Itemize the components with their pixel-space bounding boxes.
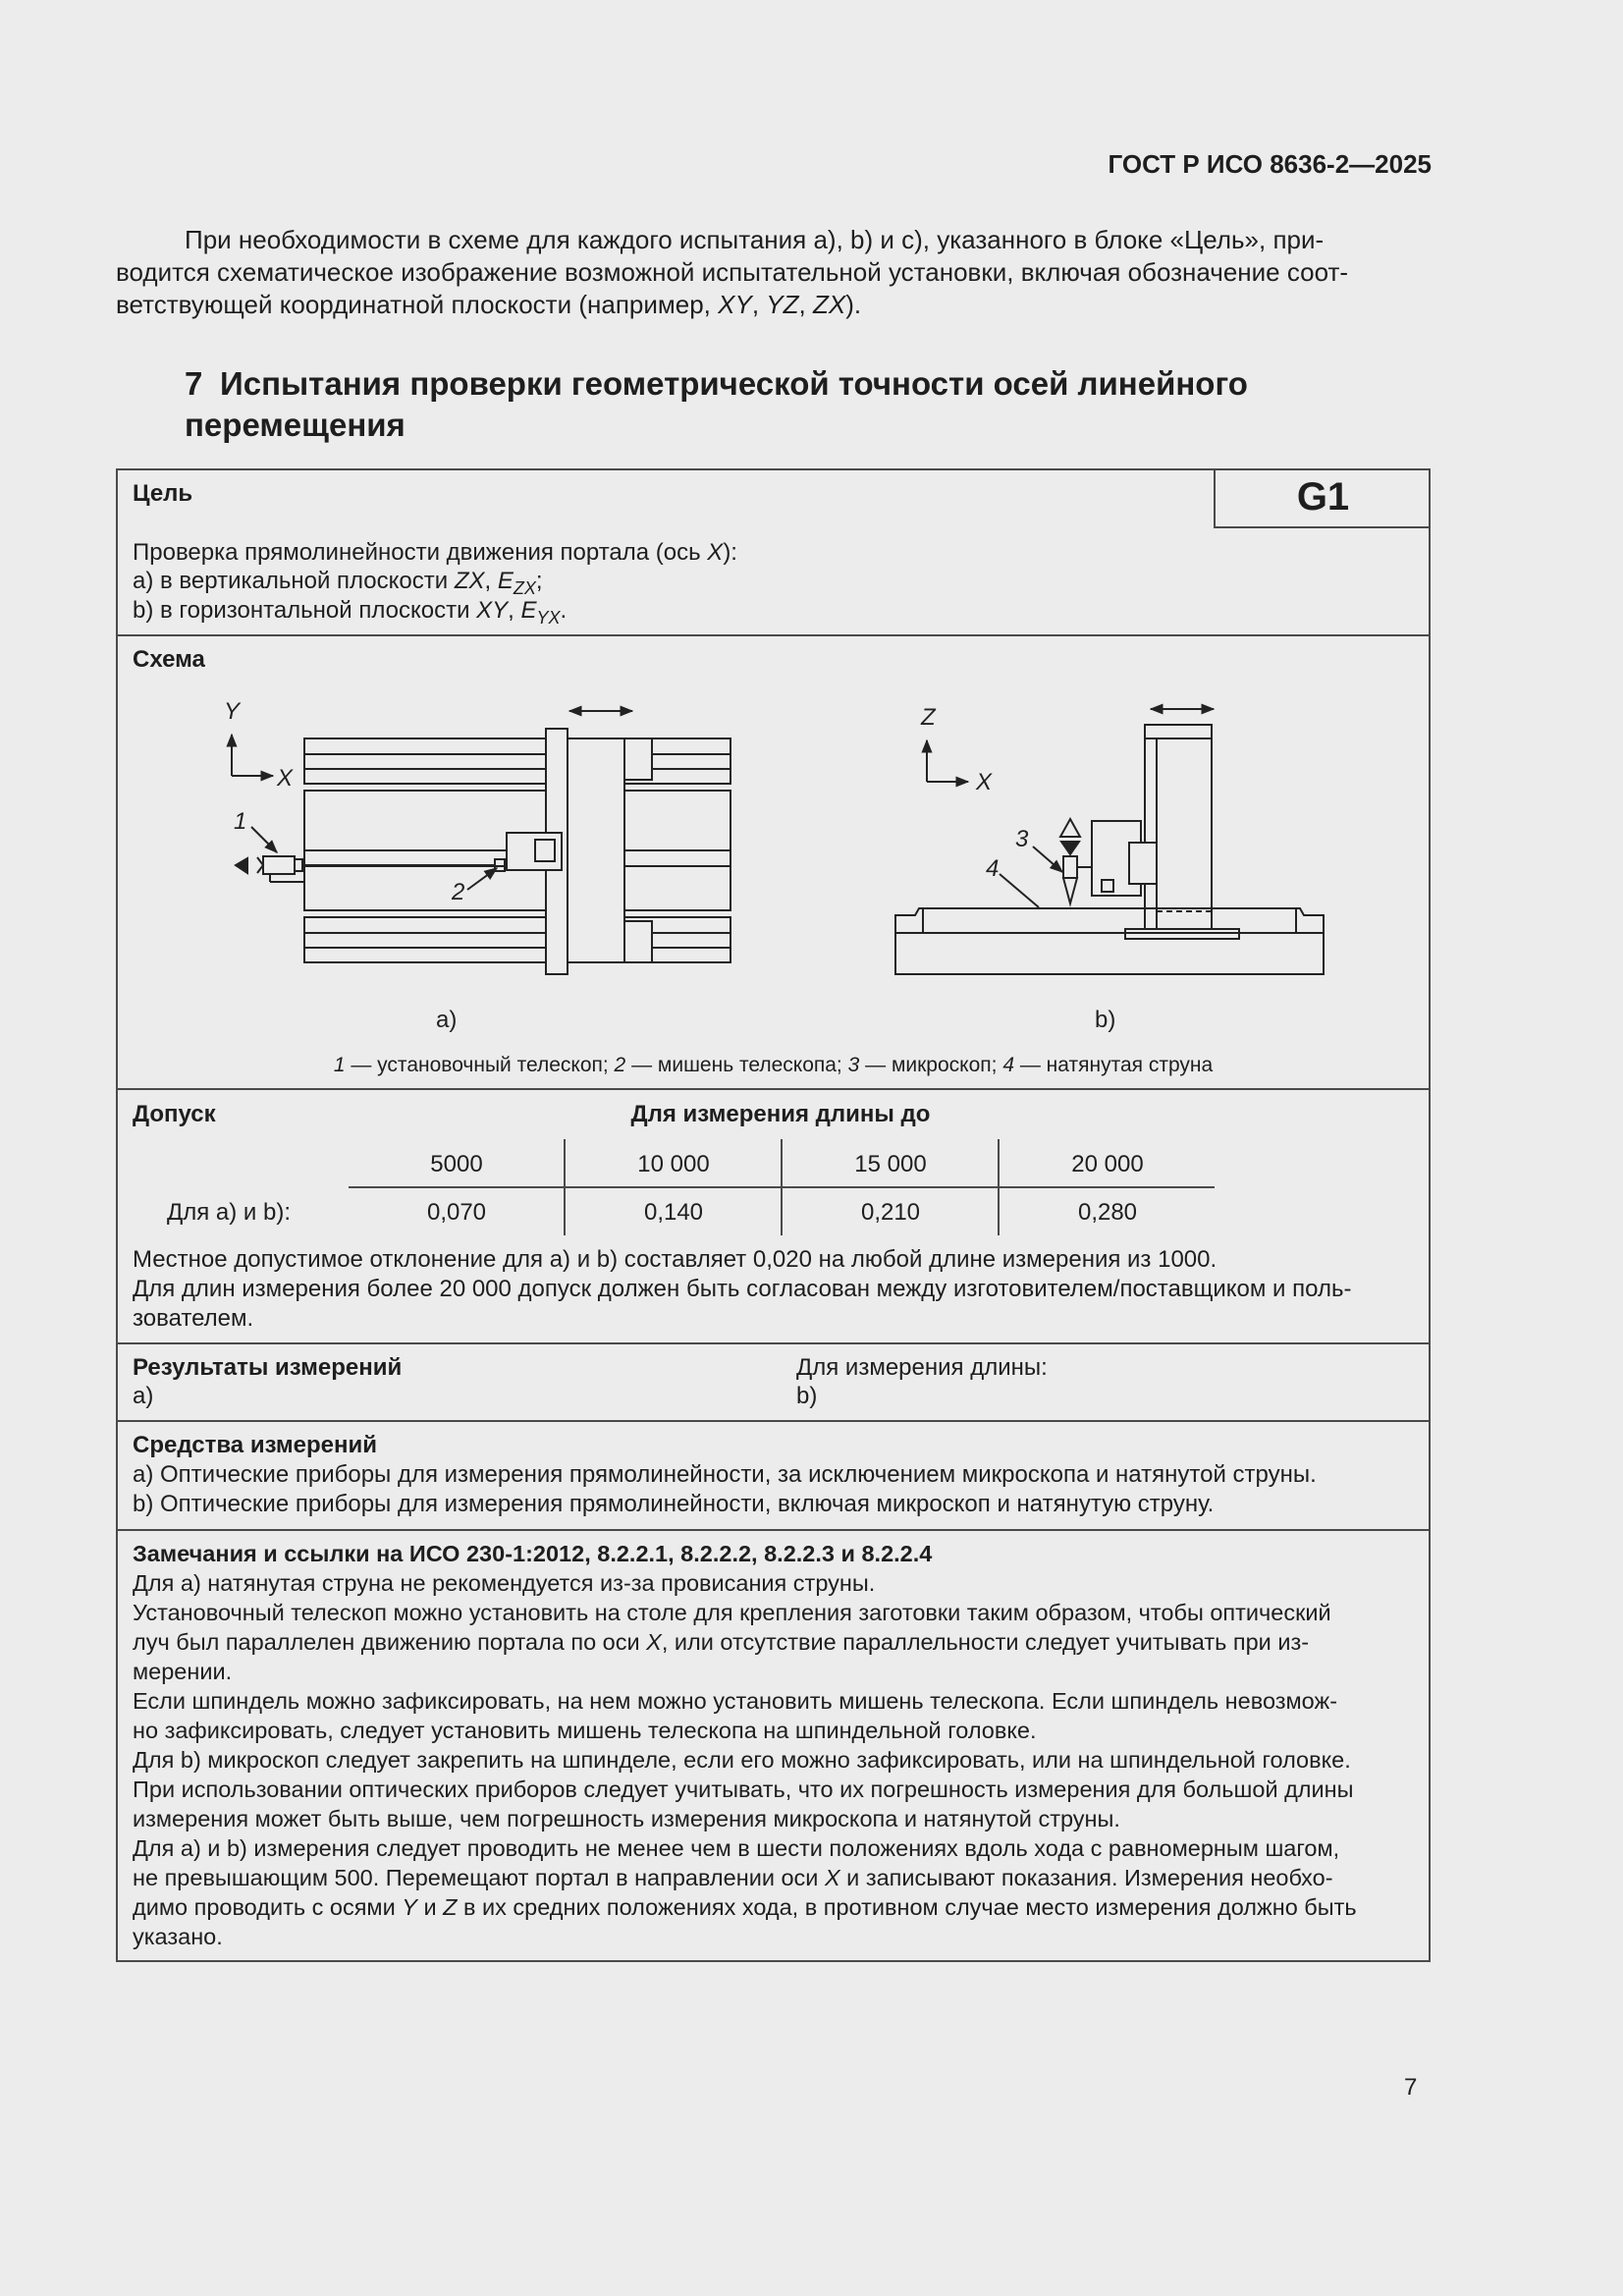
tolerance-value-3: 0,210 bbox=[860, 1199, 921, 1226]
tolerance-header: Для измерения длины до bbox=[630, 1101, 931, 1127]
tolerance-note-3: зователем. bbox=[133, 1305, 254, 1332]
notes-line: Установочный телескоп можно установить на столе для крепления заготовки таким образом, чтобы оптический bbox=[133, 1600, 1331, 1625]
purpose-label: Цель bbox=[133, 480, 193, 507]
notes-line: Для b) микроскоп следует закрепить на шпинделе, если его можно зафиксировать, или на шпиндельной головке. bbox=[133, 1747, 1351, 1773]
instruments-label: Средства измерений bbox=[133, 1432, 378, 1458]
intro-line-3: ветствующей координатной плоскости (например, XY, YZ, ZX). bbox=[116, 290, 862, 319]
intro-line-2: водится схематическое изображение возможной испытательной установки, включая обозначение соот- bbox=[116, 257, 1349, 287]
tolerance-row-label: Для a) и b): bbox=[167, 1199, 292, 1226]
results-b: b) bbox=[796, 1383, 818, 1409]
results-label: Результаты измерений bbox=[133, 1354, 403, 1381]
notes-line: димо проводить с осями Y и Z в их средних положениях хода, в противном случае место измерения должно быть bbox=[133, 1894, 1357, 1920]
divider-instruments bbox=[116, 1529, 1431, 1531]
test-code: G1 bbox=[1296, 475, 1350, 519]
notes-line: Для a) натянутая струна не рекомендуется из-за провисания струны. bbox=[133, 1570, 876, 1596]
fig-a-callout-1: 1 bbox=[234, 808, 247, 835]
fig-b-axis-z: Z bbox=[921, 704, 936, 731]
scheme-figures bbox=[0, 0, 1623, 1090]
fig-a-axis-x: X bbox=[277, 765, 294, 792]
purpose-item-b: b) в горизонтальной плоскости XY, $E_{YX}$. bbox=[133, 597, 568, 628]
notes-line: При использовании оптических приборов следует учитывать, что их погрешность измерения для большой длины bbox=[133, 1777, 1354, 1802]
divider-results bbox=[116, 1420, 1431, 1422]
intro-line-1: При необходимости в схеме для каждого испытания a), b) и c), указанного в блоке «Цель», при- bbox=[185, 225, 1325, 254]
tolerance-value-4: 0,280 bbox=[1077, 1199, 1138, 1226]
fig-a-callout-2: 2 bbox=[452, 879, 465, 905]
fig-b-callout-3: 3 bbox=[1015, 826, 1029, 852]
tolerance-header-rule bbox=[349, 1186, 1215, 1188]
notes-line: Если шпиндель можно зафиксировать, на нем можно установить мишень телескопа. Если шпиндель невозмож- bbox=[133, 1688, 1338, 1714]
notes-line: но зафиксировать, следует установить мишень телескопа на шпиндельной головке. bbox=[133, 1718, 1037, 1743]
section-title-line-1: Испытания проверки геометрической точности осей линейного bbox=[220, 365, 1248, 402]
tolerance-label: Допуск bbox=[133, 1101, 216, 1127]
scheme-label: Схема bbox=[133, 646, 205, 673]
purpose-text: Проверка прямолинейности движения портала (ось X): bbox=[133, 539, 737, 566]
divider-tolerance bbox=[116, 1342, 1431, 1344]
tolerance-note-1: Местное допустимое отклонение для a) и b) составляет 0,020 на любой длине измерения из 1000. bbox=[133, 1246, 1217, 1273]
tolerance-value-2: 0,140 bbox=[643, 1199, 704, 1226]
length-5000: 5000 bbox=[430, 1151, 483, 1177]
notes-line: измерения может быть выше, чем погрешность измерения микроскопа и натянутой струны. bbox=[133, 1806, 1120, 1831]
length-15000: 15 000 bbox=[854, 1151, 927, 1177]
purpose-item-a: a) в вертикальной плоскости ZX, $E_{ZX}$; bbox=[133, 568, 543, 598]
notes-line: указано. bbox=[133, 1924, 223, 1949]
notes-line: Для a) и b) измерения следует проводить не менее чем в шести положениях вдоль хода с равномерным шагом, bbox=[133, 1835, 1340, 1861]
results-length-label: Для измерения длины: bbox=[796, 1354, 1048, 1381]
notes-line: мерении. bbox=[133, 1659, 233, 1684]
section-number: 7 bbox=[185, 365, 203, 402]
tolerance-note-2: Для длин измерения более 20 000 допуск должен быть согласован между изготовителем/поставщиком и поль- bbox=[133, 1276, 1352, 1302]
tolerance-value-1: 0,070 bbox=[426, 1199, 487, 1226]
notes-line: луч был параллелен движению портала по оси X, или отсутствие параллельности следует учитывать при из- bbox=[133, 1629, 1310, 1655]
page-number: 7 bbox=[1404, 2074, 1418, 2101]
section-title-line-2: перемещения bbox=[185, 407, 406, 443]
fig-b-axis-x: X bbox=[976, 769, 993, 795]
figure-b-drawing bbox=[895, 709, 1324, 974]
length-20000: 20 000 bbox=[1071, 1151, 1144, 1177]
figure-a-drawing bbox=[232, 711, 730, 974]
scheme-legend: 1 — установочный телескоп; 2 — мишень телескопа; 3 — микроскоп; 4 — натянутая струна bbox=[333, 1054, 1214, 1076]
fig-b-callout-4: 4 bbox=[986, 855, 1000, 882]
fig-a-axis-y: Y bbox=[224, 698, 241, 725]
length-10000: 10 000 bbox=[637, 1151, 710, 1177]
instruments-b: b) Оптические приборы для измерения прямолинейности, включая микроскоп и натянутую струну. bbox=[133, 1491, 1215, 1517]
instruments-a: a) Оптические приборы для измерения прямолинейности, за исключением микроскопа и натянутой струны. bbox=[133, 1461, 1317, 1488]
notes-block bbox=[133, 1539, 1417, 1951]
notes-label: Замечания и ссылки на ИСО 230-1:2012, 8.2.2.1, 8.2.2.2, 8.2.2.3 и 8.2.2.4 bbox=[133, 1541, 933, 1566]
fig-b-caption: b) bbox=[1095, 1007, 1116, 1033]
document-id: ГОСТ Р ИСО 8636-2—2025 bbox=[1108, 149, 1432, 179]
results-a: a) bbox=[133, 1383, 154, 1409]
notes-line: не превышающим 500. Перемещают портал в направлении оси X и записывают показания. Измерения необхо- bbox=[133, 1865, 1333, 1890]
fig-a-caption: a) bbox=[436, 1007, 458, 1033]
